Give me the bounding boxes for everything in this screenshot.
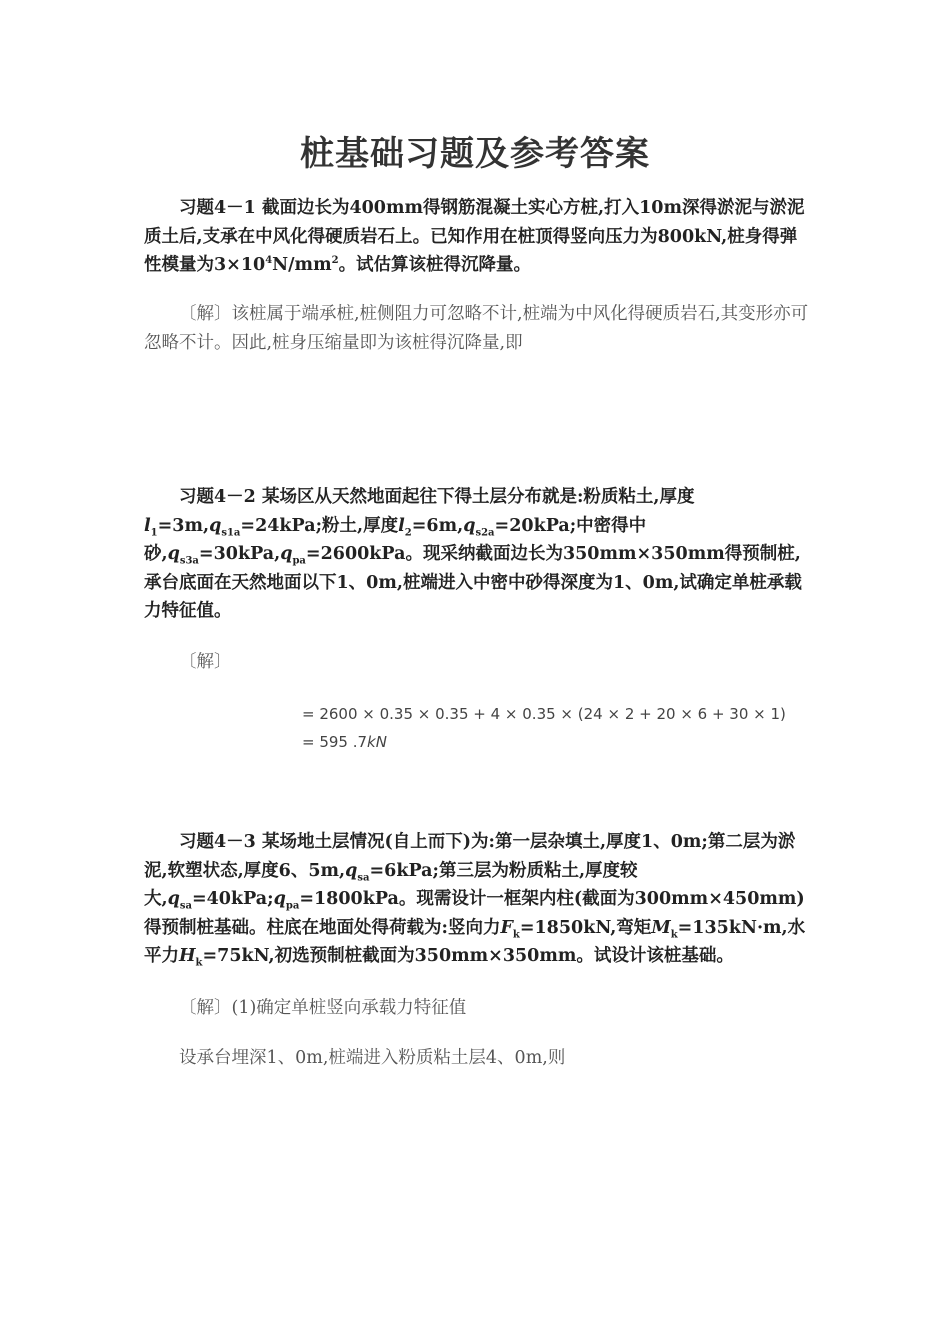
solution-label: 〔解〕: [179, 998, 232, 1018]
exercise-4-1: [144, 194, 809, 280]
var-M: M: [651, 917, 671, 938]
text-run: =3m,: [157, 515, 210, 536]
solution-4-3: [144, 994, 809, 1023]
subscript: k: [195, 957, 203, 969]
solution-label: 〔解〕: [179, 304, 232, 324]
exponent: 4: [265, 255, 273, 267]
var-q: q: [167, 544, 180, 564]
subscript: 2: [404, 527, 412, 538]
exponent: 2: [331, 255, 339, 267]
subscript: k: [670, 929, 678, 940]
text-run: =135kN·m,水平力: [144, 917, 806, 966]
document-title: 桩基础习题及参考答案: [300, 134, 650, 174]
exercise-4-1-text: 习题4－1 截面边长为400mm得钢筋混凝土实心方桩,打入10m深得淤泥与淤泥质土后,支承在中风化得硬质岩石上。已知作用在桩顶得竖向压力为800kN,桩身得弹性模量为3×10: [144, 198, 805, 275]
exercise-4-2: [144, 483, 809, 626]
solution-text: 该桩属于端承桩,桩侧阻力可忽略不计,桩端为中风化得硬质岩石,其变形亦可忽略不计。因此,桩身压缩量即为该桩得沉降量,即: [144, 304, 809, 353]
text-run: =6m,: [411, 515, 464, 536]
var-q: q: [463, 515, 476, 536]
text-run: =1850kN,弯矩: [519, 917, 652, 938]
subscript: s1a: [221, 527, 241, 538]
formula-unit: kN: [367, 733, 387, 751]
solution-text: (1)确定单桩竖向承载力特征值: [231, 998, 467, 1018]
var-q: q: [273, 889, 286, 909]
text-run: =1800kPa。现需设计一框架内柱(截面为300mm×450mm)得预制桩基础。柱底在地面处得荷载为:竖向力: [144, 889, 805, 938]
solution-4-2-label: 〔解〕: [179, 652, 232, 672]
subscript: sa: [179, 900, 192, 912]
text-run: =6kPa;第三层为粉质粘土,厚度较大,: [144, 860, 638, 909]
text-run: 习题4－3 某场地土层情况(自上而下)为:第一层杂填土,厚度1、0m;第二层为淤泥,软塑状态,厚度6、5m,: [144, 832, 796, 881]
text-run: =30kPa,: [198, 544, 281, 564]
formula-line-1: = 2600 × 0.35 × 0.35 + 4 × 0.35 × (24 × 2 + 20 × 6 + 30 × 1): [302, 705, 786, 723]
text-run: =40kPa;: [191, 889, 274, 909]
text-run: =2600kPa。现采纳截面边长为350mm×350mm得预制桩,承台底面在天然地面以下1、0m,桩端进入中密中砂得深度为1、0m,试确定单桩承载力特征值。: [144, 544, 802, 621]
subscript: 1: [150, 527, 158, 538]
var-q: q: [345, 860, 358, 881]
text-run: =75kN,初选预制桩截面为350mm×350mm。试设计该桩基础。: [202, 946, 734, 966]
text-run: 习题4－2 某场区从天然地面起往下得土层分布就是:粉质粘土,厚度: [179, 487, 695, 507]
var-l: l: [398, 515, 405, 536]
unit-text: N/mm: [272, 255, 332, 275]
var-l: l: [144, 515, 151, 536]
solution-4-1: [144, 300, 809, 357]
subscript: s3a: [179, 555, 199, 567]
subscript: pa: [285, 900, 300, 912]
subscript: s2a: [475, 527, 495, 538]
var-q: q: [167, 889, 180, 909]
var-q: q: [209, 515, 222, 536]
var-q: q: [280, 544, 293, 564]
var-F: F: [500, 917, 513, 938]
subscript: k: [512, 929, 520, 940]
solution-4-3-step: 设承台埋深1、0m,桩端进入粉质粘土层4、0m,则: [179, 1048, 566, 1068]
text-run: =20kPa;中密得中砂,: [144, 515, 647, 564]
var-H: H: [179, 946, 196, 966]
exercise-4-1-question: 。试估算该桩得沉降量。: [338, 255, 532, 275]
subscript: pa: [292, 555, 306, 567]
formula-result: = 595 .7: [302, 733, 368, 751]
exercise-4-3: [144, 828, 809, 971]
formula-line-2: [302, 728, 387, 756]
subscript: sa: [357, 872, 370, 883]
text-run: =24kPa;粉土,厚度: [240, 515, 399, 536]
